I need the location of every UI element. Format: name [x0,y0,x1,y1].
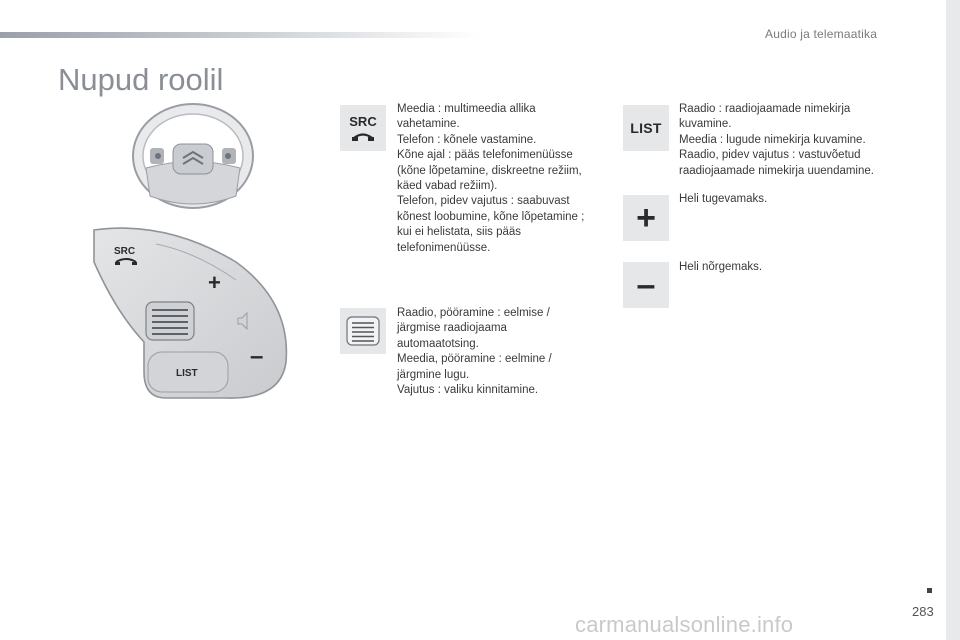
steering-wheel-image [128,100,258,212]
list-button-icon [623,105,669,151]
src-description: Meedia : multimeedia allika vahetamine. Telefon : kõnele vastamine. Kõne ajal : pääs telefonimenüüsse (kõne lõpetamine, diskreetne režiim, käed vabad režiim). Telefon, pidev vajutus : saabuvast kõnest loobumine, kõne lõpetamine ; kui ei helistata, siis pääs telefonimenüüsse. [397,103,585,254]
control-plus-label: + [208,270,221,295]
control-src-label: SRC [114,246,136,257]
plus-icon: + [636,199,656,237]
volume-down-description: Heli nõrgemaks. [679,261,763,273]
section-title: Audio ja telemaatika [765,27,878,41]
header-gradient-bar [0,32,480,38]
src-label: SRC [349,114,377,129]
control-list-label: LIST [176,368,198,379]
page-edge-strip [946,0,960,640]
phone-icon [352,135,374,142]
list-label: LIST [630,120,662,136]
thumbwheel-icon [146,302,194,340]
control-minus-label: – [250,343,264,370]
control-panel-image [86,222,296,412]
volume-up-icon [623,195,669,241]
minus-icon: – [636,266,656,304]
thumbwheel-icon [346,316,380,346]
page-number: 283 [912,604,934,619]
volume-down-icon [623,262,669,308]
thumbwheel-button-icon [340,308,386,354]
end-marker [927,588,932,593]
list-description: Raadio : raadiojaamade nimekirja kuvamine. Meedia : lugude nimekirja kuvamine. Raadio, pidev vajutus : vastuvõetud raadiojaamade nimekirja uuendamine. [679,103,874,177]
thumbwheel-description: Raadio, pööramine : eelmise / järgmise raadiojaama automaatotsing. Meedia, pööramine : eelmine / järgmine lugu. Vajutus : valiku kinnitamine. [397,307,552,397]
volume-up-description: Heli tugevamaks. [679,193,768,205]
watermark: carmanualsonline.info [575,612,794,637]
src-button-icon [340,105,386,151]
page-title: Nupud roolil [58,62,224,97]
